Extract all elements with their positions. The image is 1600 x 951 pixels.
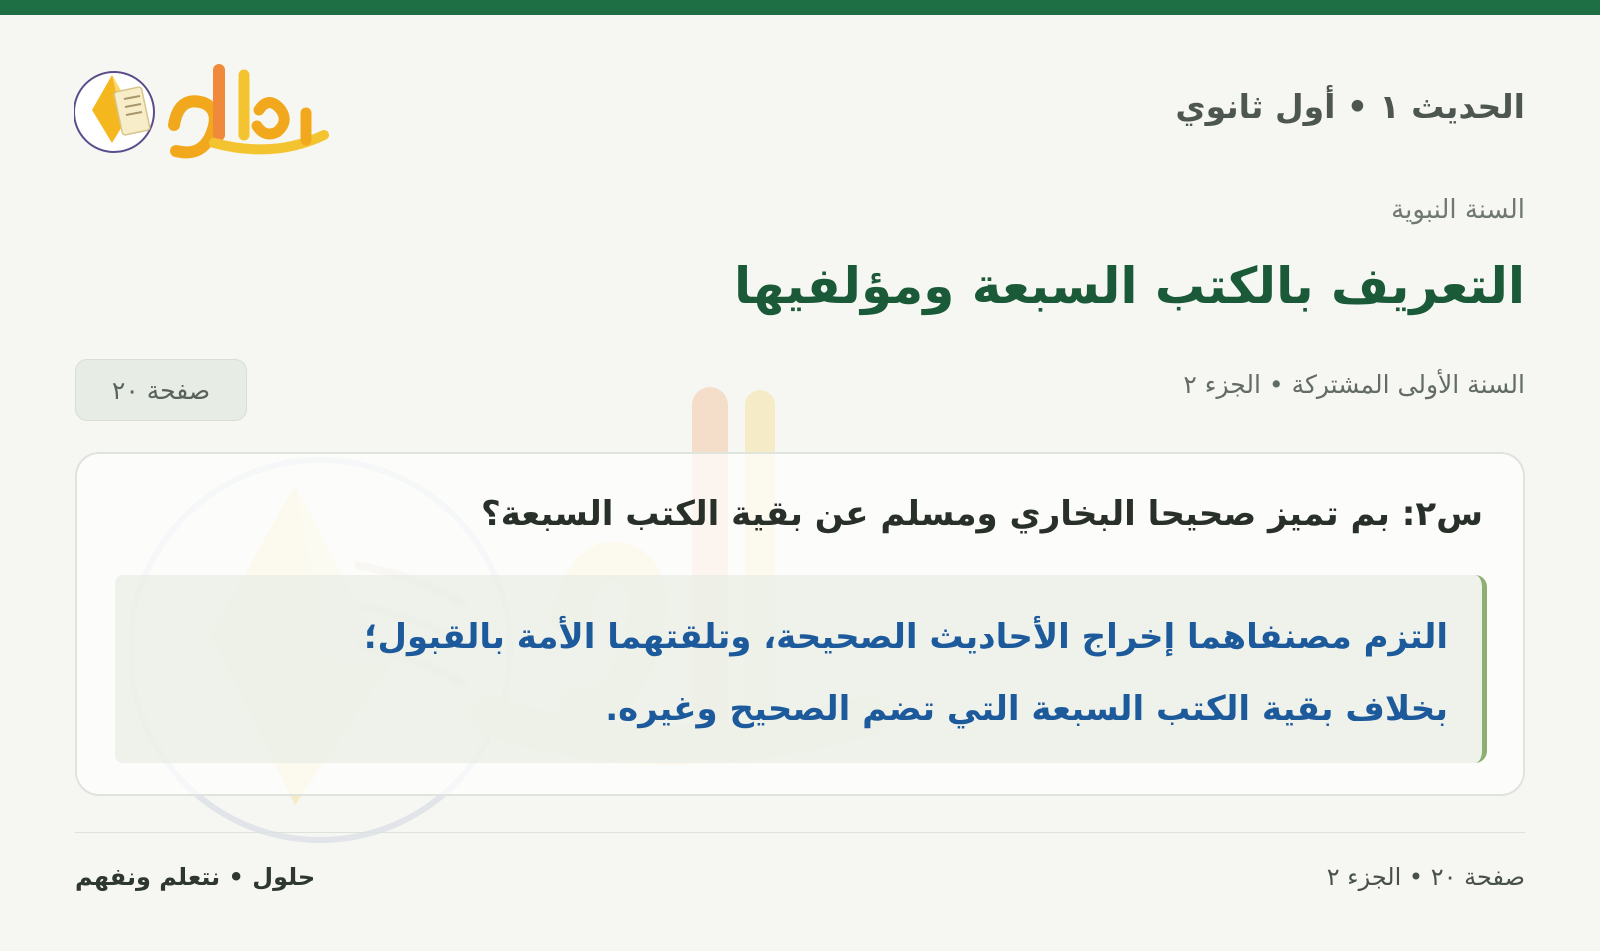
- page-badge: صفحة ٢٠: [75, 359, 247, 421]
- footer-divider: [75, 832, 1525, 833]
- page-header-title: الحديث ١ • أول ثانوي: [1175, 87, 1525, 126]
- top-accent-bar: [0, 0, 1600, 15]
- answer-line: بخلاف بقية الكتب السبعة التي تضم الصحيح وغيره.: [605, 689, 1448, 729]
- answer-box: [115, 575, 1487, 763]
- page: [0, 15, 1600, 951]
- lesson-meta: السنة الأولى المشتركة • الجزء ٢: [1183, 370, 1525, 399]
- lesson-title: التعريف بالكتب السبعة ومؤلفيها: [733, 257, 1525, 315]
- footer-brand: حلول • نتعلم ونفهم: [75, 863, 316, 891]
- section-label: السنة النبوية: [1391, 195, 1525, 225]
- hulul-book-logo-icon[interactable]: [74, 55, 334, 160]
- question-card: [75, 452, 1525, 796]
- footer-page-info: صفحة ٢٠ • الجزء ٢: [1326, 863, 1525, 891]
- question-text: س٢: بم تميز صحيحا البخاري ومسلم عن بقية الكتب السبعة؟: [480, 494, 1483, 534]
- answer-line: التزم مصنفاهما إخراج الأحاديث الصحيحة، وتلقتهما الأمة بالقبول؛: [363, 617, 1448, 657]
